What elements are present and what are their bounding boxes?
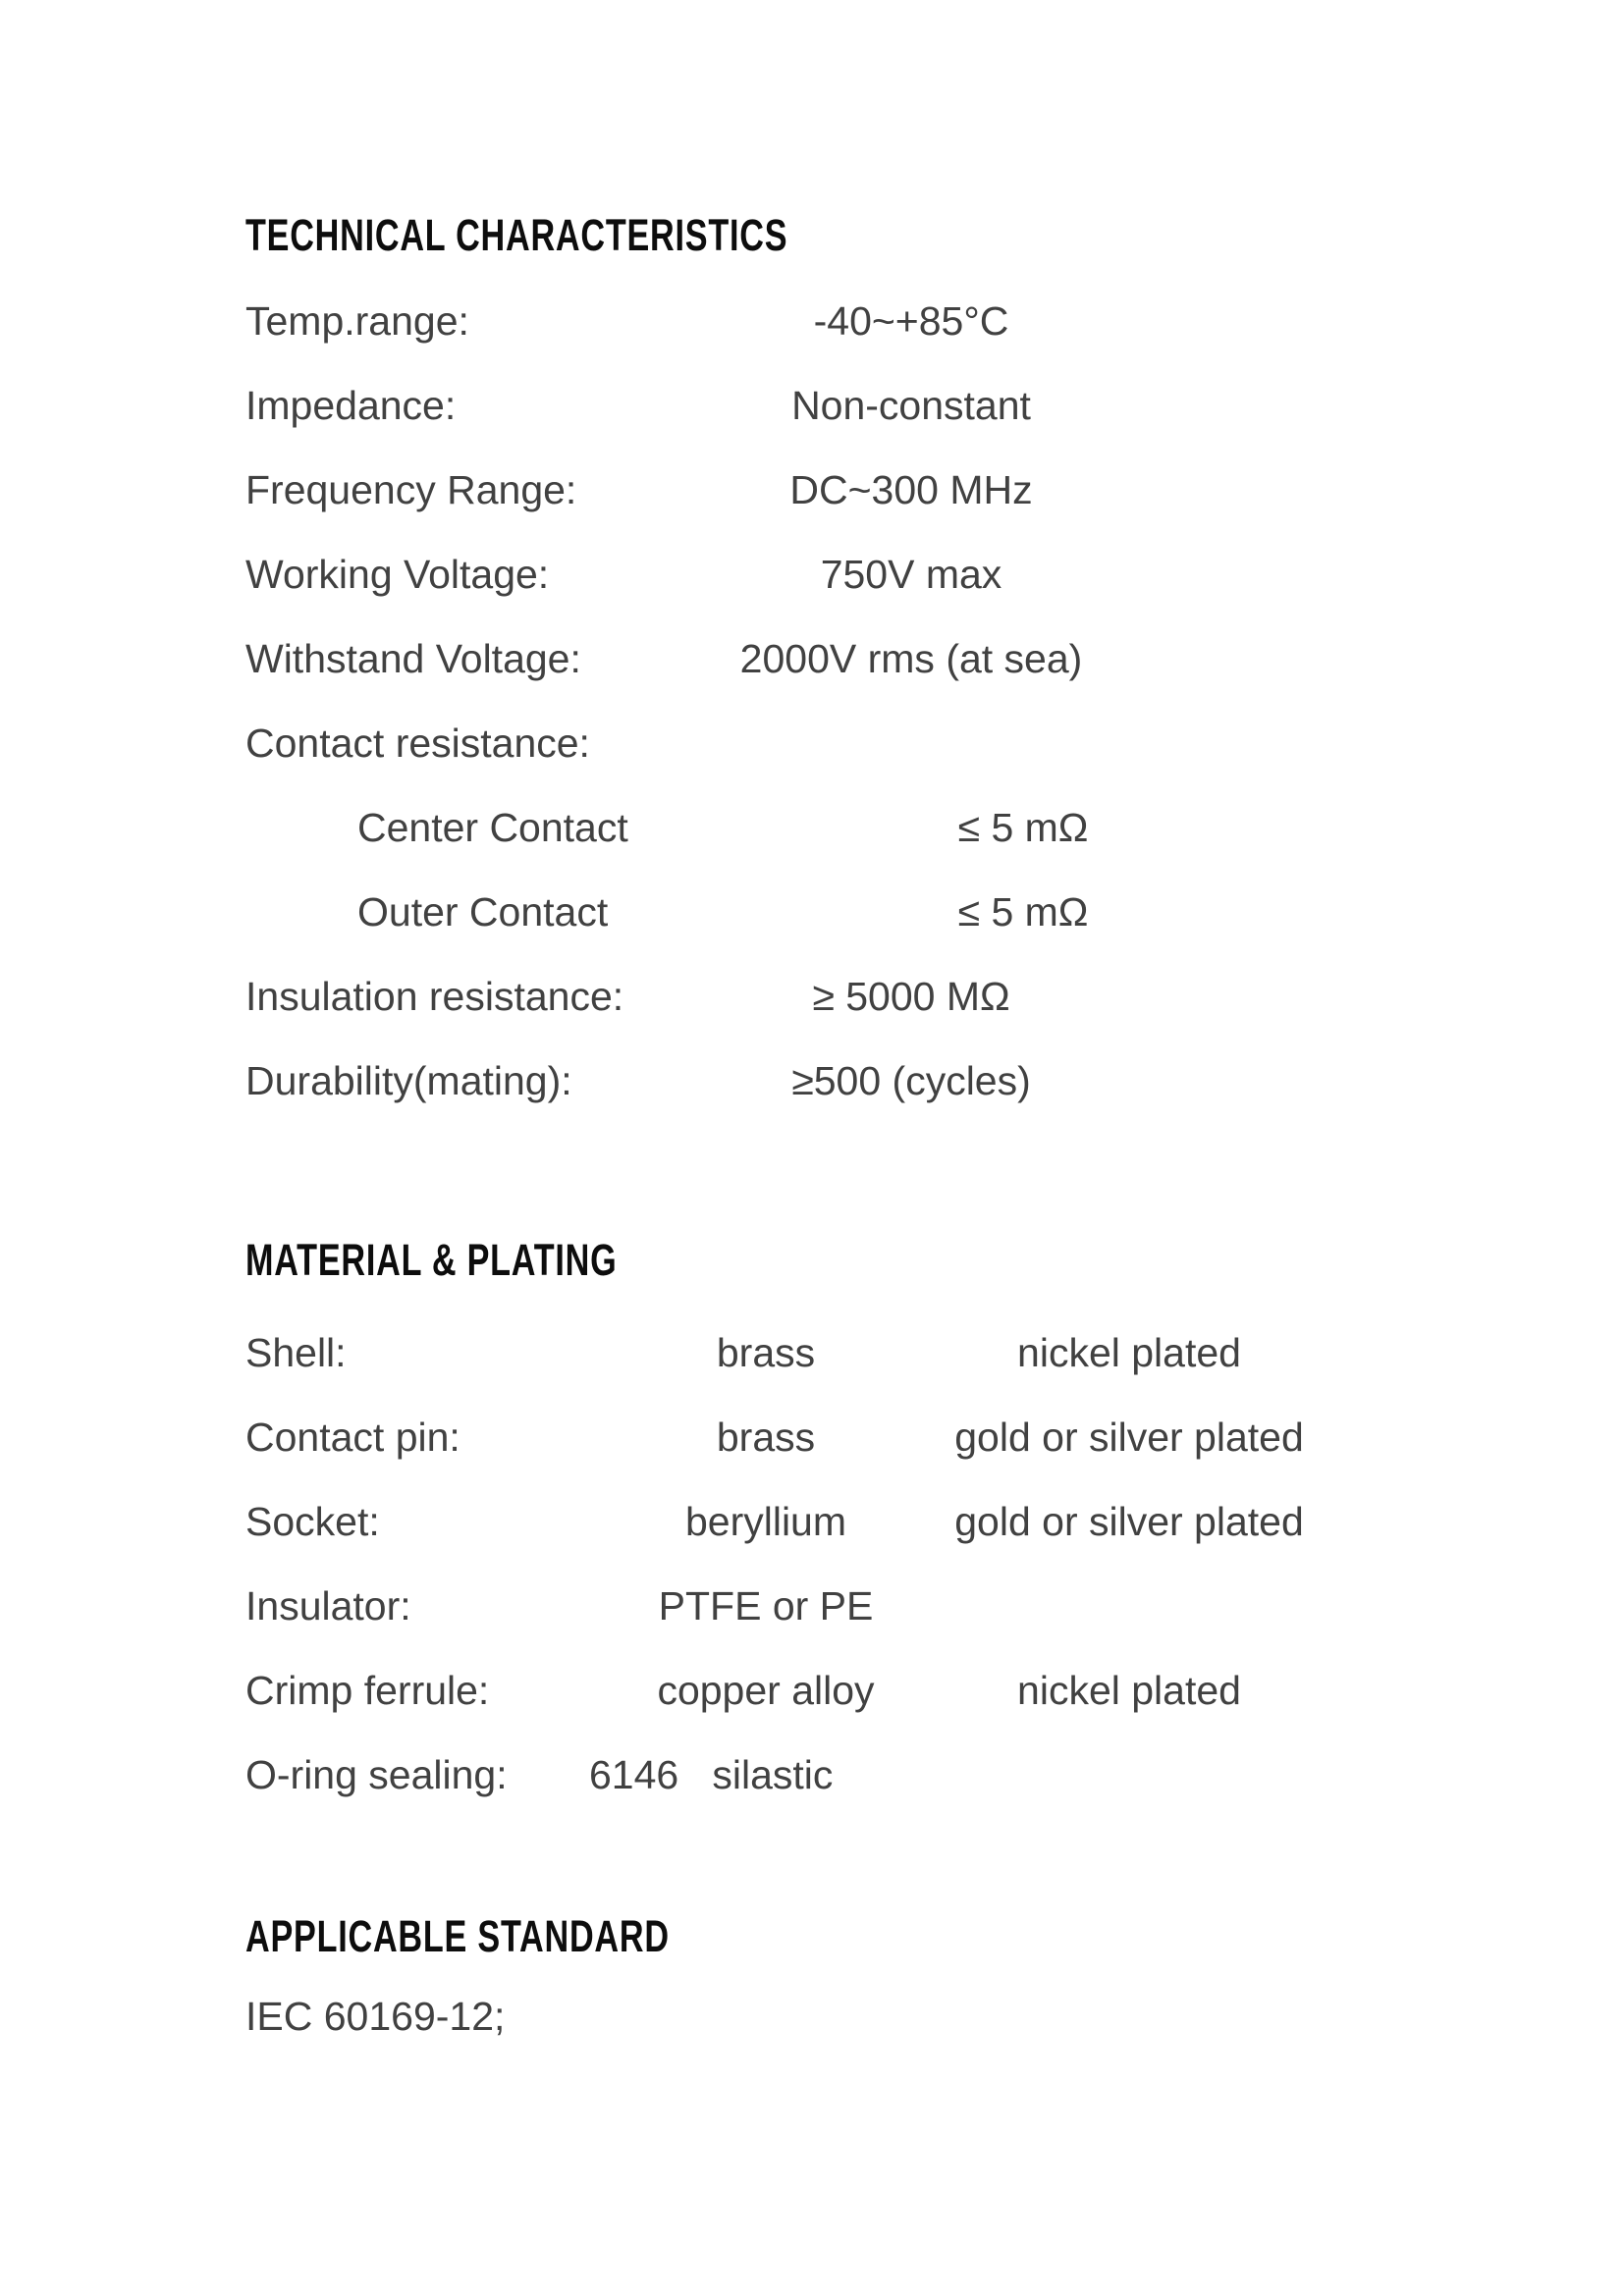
section-applicable-standard	[245, 1974, 1384, 2058]
spec-label: Socket:	[245, 1499, 380, 1544]
spec-row	[245, 701, 1384, 785]
spec-label: Contact resistance:	[245, 721, 590, 766]
standard-text: IEC 60169-12;	[245, 1994, 506, 2039]
spec-label: Working Voltage:	[245, 552, 550, 597]
spec-label: Temp.range:	[245, 298, 469, 344]
spec-label: Withstand Voltage:	[245, 636, 581, 681]
spec-label: Insulator:	[245, 1583, 411, 1629]
material-value: beryllium	[684, 1499, 847, 1544]
spec-row	[245, 785, 1384, 870]
spec-row	[245, 1039, 1384, 1123]
section-material-plating	[245, 1310, 1384, 1817]
spec-value: 6146 silastic	[589, 1752, 834, 1797]
section-technical-characteristics	[245, 279, 1384, 1123]
spec-row	[245, 616, 1384, 701]
plating-value: nickel plated	[1017, 1330, 1241, 1375]
spec-label: Durability(mating):	[245, 1058, 572, 1103]
spec-label: Crimp ferrule:	[245, 1668, 490, 1713]
section-title-material-plating: MATERIAL & PLATING	[245, 1235, 618, 1285]
spec-row	[245, 1564, 1384, 1648]
spec-label: O-ring sealing:	[245, 1752, 508, 1797]
plating-value: gold or silver plated	[954, 1415, 1304, 1460]
spec-value: ≥500 (cycles)	[791, 1058, 1031, 1103]
spec-row	[245, 448, 1384, 532]
spec-label: Insulation resistance:	[245, 974, 624, 1019]
spec-value: DC~300 MHz	[789, 467, 1033, 512]
spec-label: Impedance:	[245, 383, 457, 428]
spec-row	[245, 363, 1384, 448]
spec-row	[245, 1479, 1384, 1564]
spec-label: Frequency Range:	[245, 467, 577, 512]
spec-row	[245, 279, 1384, 363]
spec-label: Contact pin:	[245, 1415, 460, 1460]
section-title-technical-characteristics: TECHNICAL CHARACTERISTICS	[245, 210, 788, 260]
spec-row	[245, 532, 1384, 616]
material-value: PTFE or PE	[658, 1583, 874, 1629]
spec-row	[245, 1310, 1384, 1395]
spec-value: ≤ 5 mΩ	[957, 805, 1089, 850]
spec-row	[245, 1395, 1384, 1479]
spec-label: Outer Contact	[357, 889, 609, 934]
spec-row	[245, 954, 1384, 1039]
spec-value: ≤ 5 mΩ	[957, 889, 1089, 934]
plating-value: nickel plated	[1017, 1668, 1241, 1713]
spec-value: 2000V rms (at sea)	[739, 636, 1083, 681]
plating-value: gold or silver plated	[954, 1499, 1304, 1544]
spec-label: Shell:	[245, 1330, 347, 1375]
material-value: brass	[716, 1415, 816, 1460]
spec-value: -40~+85°C	[813, 298, 1009, 344]
spec-row	[245, 1974, 1384, 2058]
spec-row	[245, 870, 1384, 954]
spec-value: 750V max	[820, 552, 1002, 597]
material-value: brass	[716, 1330, 816, 1375]
spec-row	[245, 1648, 1384, 1733]
spec-label: Center Contact	[357, 805, 628, 850]
spec-value: ≥ 5000 MΩ	[812, 974, 1010, 1019]
section-title-applicable-standard: APPLICABLE STANDARD	[245, 1911, 670, 1961]
spec-value: Non-constant	[791, 383, 1031, 428]
material-value: copper alloy	[657, 1668, 875, 1713]
spec-row	[245, 1733, 1384, 1817]
